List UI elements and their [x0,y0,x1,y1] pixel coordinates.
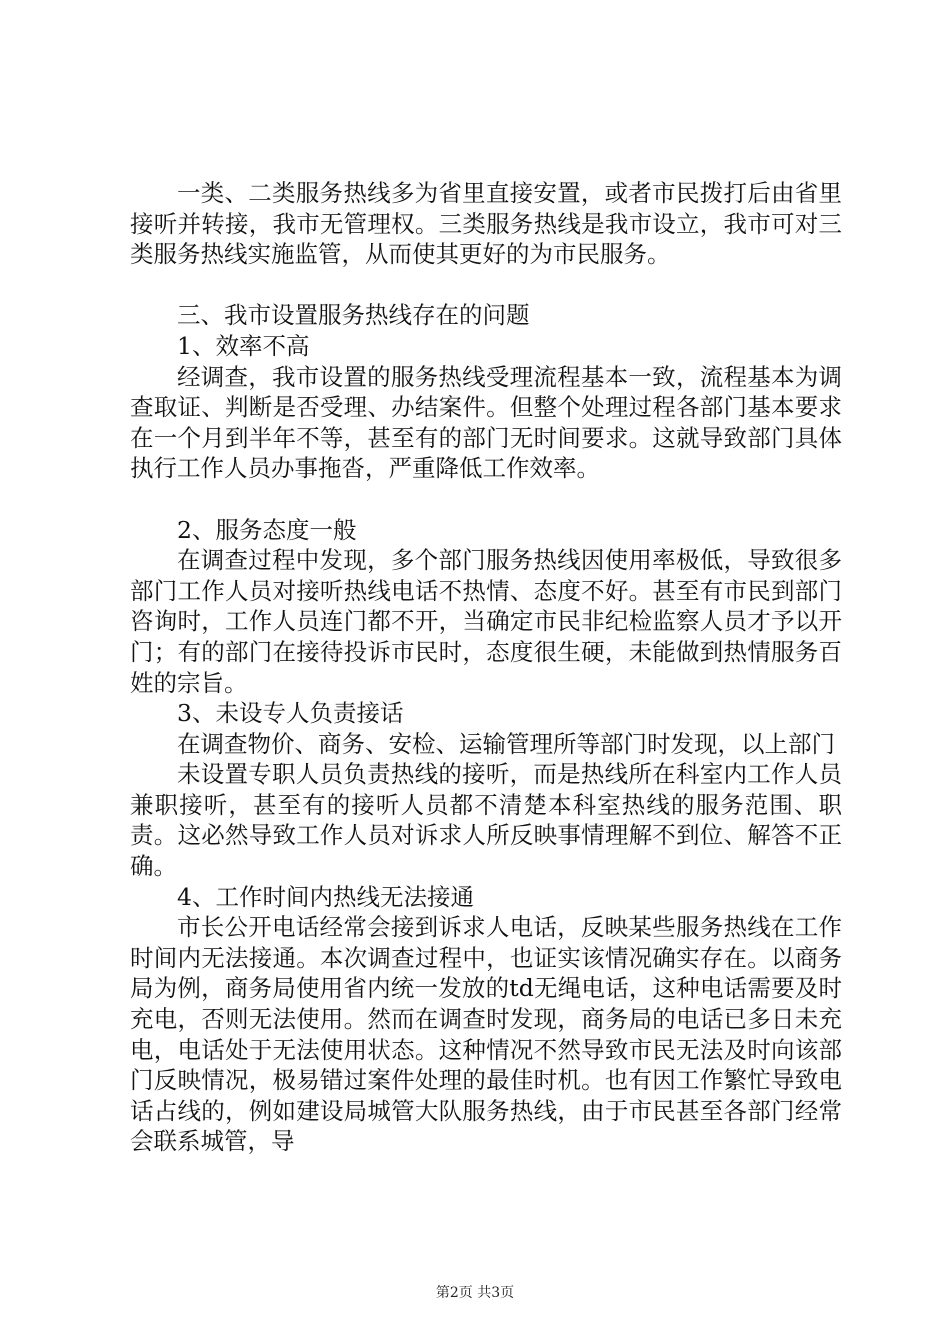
page-footer [0,1284,950,1302]
paragraph-unreachable-hotline: 市长公开电话经常会接到诉求人电话，反映某些服务热线在工作时间内无法接通。本次调查过程中，也证实该情况确实存在。以商务局为例，商务局使用省内统一发放的td无绳电话，这种电话需要及时充电，否则无法使用。然而在调查时发现，商务局的电话已多日未充电，电话处于无法使用状态。这种情况不然导致市民无法及时向该部门反映情况，极易错过案件处理的最佳时机。也有因工作繁忙导致电话占线的，例如建设局城管大队服务热线，由于市民甚至各部门经常会联系城管，导 [130,913,842,1156]
paragraph-hotline-categories: 一类、二类服务热线多为省里直接安置，或者市民拨打后由省里接听并转接，我市无管理权。三类服务热线是我市设立，我市可对三类服务热线实施监管，从而使其更好的为市民服务。 [130,179,842,269]
subheading-no-dedicated-staff: 3、未设专人负责接话 [177,699,404,728]
document-body [130,178,842,1157]
subheading-unreachable-hotline: 4、工作时间内热线无法接通 [177,882,474,911]
section-heading-problems: 三、我市设置服务热线存在的问题 [177,301,530,330]
paragraph-no-dedicated-staff: 未设置专职人员负责热线的接听，而是热线所在科室内工作人员兼职接听，甚至有的接听人员都不清楚本科室热线的服务范围、职责。这必然导致工作人员对诉求人所反映事情理解不到位、解答不正确。 [130,760,842,881]
paragraph-gap [130,484,842,515]
paragraph-service-attitude: 在调查过程中发现，多个部门服务热线因使用率极低，导致很多部门工作人员对接听热线电话不热情、态度不好。甚至有市民到部门咨询时，工作人员连门都不开，当确定市民非纪检监察人员才予以开门；有的部门在接待投诉市民时，态度很生硬，未能做到热情服务百姓的宗旨。 [130,546,842,697]
subheading-service-attitude: 2、服务态度一般 [177,515,357,544]
page-number-label: 第2页 共3页 [435,1285,515,1301]
paragraph-investigation-departments: 在调查物价、商务、安检、运输管理所等部门时发现，以上部门 [177,729,835,758]
paragraph-efficiency: 经调查，我市设置的服务热线受理流程基本一致，流程基本为调查取证、判断是否受理、办结案件。但整个处理过程各部门基本要求在一个月到半年不等，甚至有的部门无时间要求。这就导致部门具体执行工作人员办事拖沓，严重降低工作效率。 [130,362,842,483]
subheading-efficiency: 1、效率不高 [177,331,310,360]
paragraph-gap [130,270,842,301]
